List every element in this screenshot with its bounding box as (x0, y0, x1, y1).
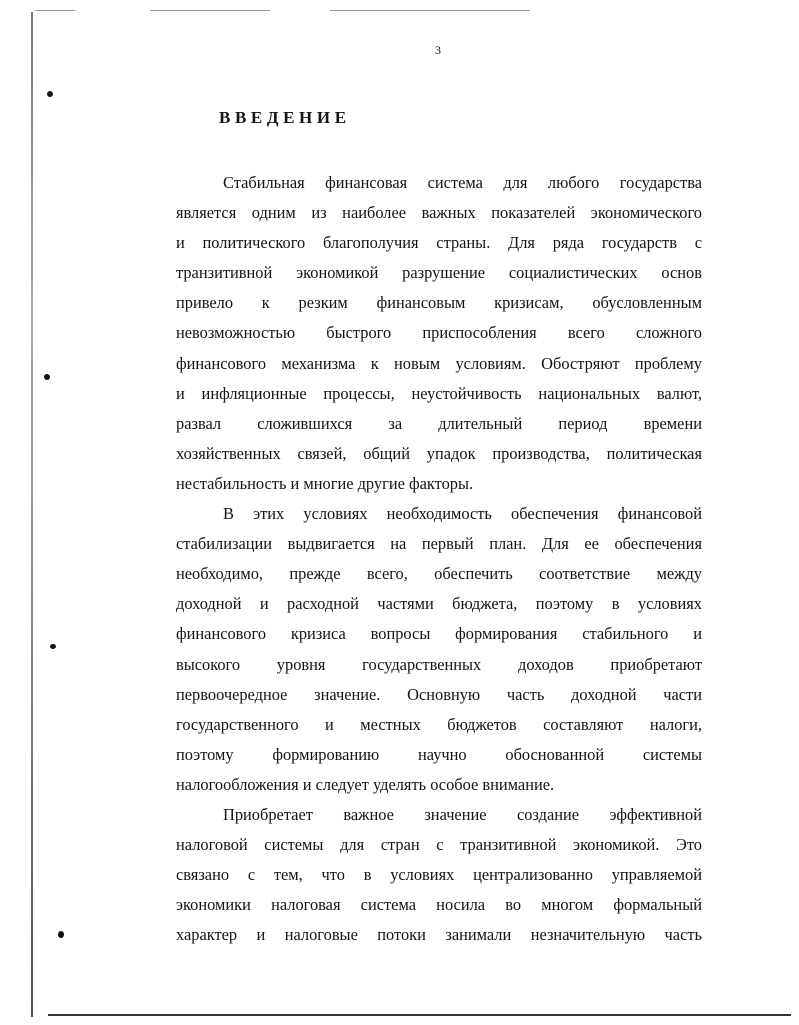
text-line: высокого уровня государственных доходов приобретают (176, 654, 702, 674)
binding-hole-mark (58, 931, 64, 938)
text-line: развал сложившихся за длительный период времени (176, 413, 702, 433)
text-line: финансового механизма к новым условиям. Обостряют проблему (176, 353, 702, 373)
text-line: связано с тем, что в условиях централизованно управляемой (176, 865, 702, 885)
scan-edge-bottom (48, 1014, 791, 1016)
text-line: налогообложения и следует уделять особое внимание. (176, 774, 555, 794)
text-line: первоочередное значение. Основную часть доходной части (176, 684, 702, 704)
text-line: поэтому формированию научно обоснованной системы (176, 744, 702, 764)
text-line: привело к резким финансовым кризисам, обусловленным (176, 293, 702, 313)
text-line: и политического благополучия страны. Для ряда государств с (176, 233, 702, 253)
text-line: является одним из наиболее важных показателей экономического (176, 203, 702, 223)
scan-edge-top (35, 10, 75, 11)
binding-hole-mark (47, 91, 53, 97)
text-line: Приобретает важное значение создание эффективной (223, 804, 702, 824)
scan-edge-top (150, 10, 270, 11)
text-line: транзитивной экономикой разрушение социалистических основ (176, 263, 702, 283)
binding-hole-mark (50, 644, 56, 649)
binding-hole-mark (44, 374, 50, 380)
text-line: характер и налоговые потоки занимали незначительную часть (176, 925, 702, 945)
text-line: налоговой системы для стран с транзитивной экономикой. Это (176, 835, 702, 855)
scan-edge-left (31, 12, 33, 1017)
section-heading: ВВЕДЕНИЕ (219, 108, 351, 127)
page-number: 3 (435, 43, 441, 57)
text-line: нестабильность и многие другие факторы. (176, 473, 474, 493)
text-line: Стабильная финансовая система для любого государства (223, 173, 702, 192)
text-line: и инфляционные процессы, неустойчивость национальных валют, (176, 383, 702, 403)
body-text (176, 168, 702, 950)
text-line: необходимо, прежде всего, обеспечить соответствие между (176, 564, 702, 584)
text-line: государственного и местных бюджетов составляют налоги, (176, 714, 702, 734)
text-line: В этих условиях необходимость обеспечения финансовой (223, 504, 702, 524)
text-line: экономики налоговая система носила во многом формальный (176, 895, 702, 915)
text-line: доходной и расходной частями бюджета, поэтому в условиях (176, 594, 702, 614)
scan-edge-top (330, 10, 530, 11)
text-line: невозможностью быстрого приспособления всего сложного (176, 323, 702, 343)
text-line: стабилизации выдвигается на первый план. Для ее обеспечения (176, 534, 702, 554)
text-line: хозяйственных связей, общий упадок производства, политическая (176, 443, 702, 463)
text-line: финансового кризиса вопросы формирования стабильного и (176, 624, 702, 644)
